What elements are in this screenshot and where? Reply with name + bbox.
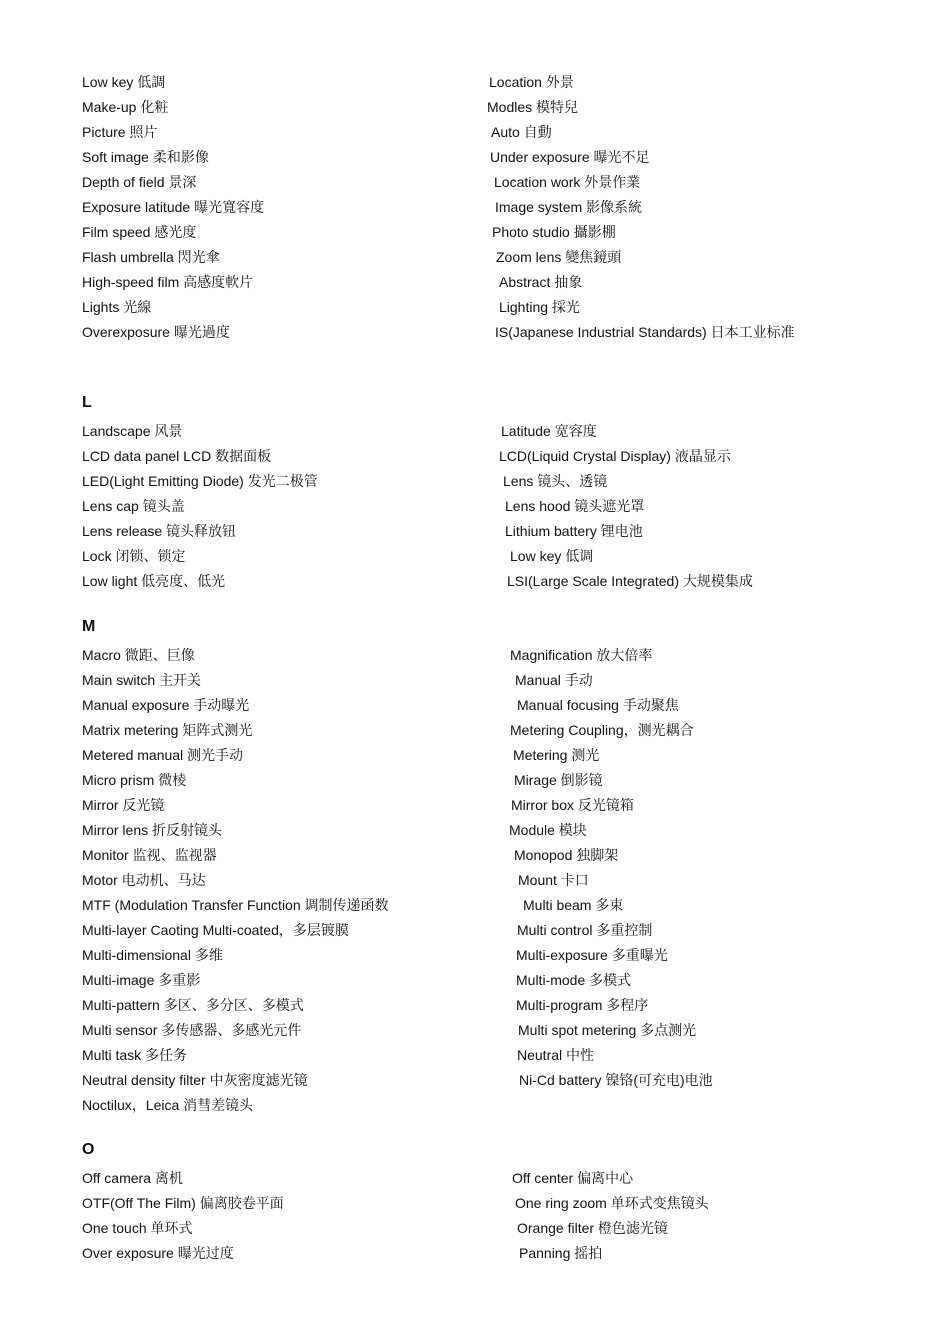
glossary-term-right: Multi-mode 多模式 bbox=[516, 972, 632, 988]
glossary-term-left: Overexposure 曝光過度 bbox=[82, 324, 230, 340]
glossary-row bbox=[0, 444, 950, 468]
section-heading: M bbox=[82, 618, 96, 635]
glossary-row bbox=[0, 968, 950, 992]
glossary-row bbox=[0, 1241, 950, 1265]
glossary-term-right: Manual 手动 bbox=[515, 672, 593, 688]
glossary-term-right: Ni-Cd battery 镍铬(可充电)电池 bbox=[519, 1072, 713, 1088]
glossary-row bbox=[0, 245, 950, 269]
glossary-term-left: One touch 单环式 bbox=[82, 1220, 193, 1236]
glossary-term-right: Lens hood 镜头遮光罩 bbox=[505, 498, 645, 514]
section-heading: L bbox=[82, 394, 92, 411]
glossary-term-left: Multi-dimensional 多维 bbox=[82, 947, 223, 963]
glossary-row bbox=[0, 1216, 950, 1240]
glossary-term-right: Lens 镜头、透镜 bbox=[503, 473, 608, 489]
glossary-term-left: Landscape 风景 bbox=[82, 423, 183, 439]
glossary-row bbox=[0, 145, 950, 169]
glossary-term-right: Monopod 独脚架 bbox=[514, 847, 619, 863]
glossary-term-left: Film speed 感光度 bbox=[82, 224, 197, 240]
glossary-row bbox=[0, 793, 950, 817]
glossary-row bbox=[0, 469, 950, 493]
glossary-term-left: Micro prism 微棱 bbox=[82, 772, 187, 788]
glossary-term-right: One ring zoom 单环式变焦镜头 bbox=[515, 1195, 709, 1211]
glossary-row bbox=[0, 693, 950, 717]
glossary-term-left: Macro 微距、巨像 bbox=[82, 647, 195, 663]
glossary-term-left: Matrix metering 矩阵式测光 bbox=[82, 722, 253, 738]
glossary-row bbox=[0, 1166, 950, 1190]
glossary-row bbox=[0, 544, 950, 568]
glossary-term-left: Over exposure 曝光过度 bbox=[82, 1245, 234, 1261]
glossary-term-right: Image system 影像系統 bbox=[495, 199, 643, 215]
glossary-term-left: Lens release 镜头释放钮 bbox=[82, 523, 237, 539]
glossary-row bbox=[0, 1093, 950, 1117]
glossary-row bbox=[0, 918, 950, 942]
glossary-term-right: Under exposure 曝光不足 bbox=[490, 149, 650, 165]
glossary-row bbox=[0, 668, 950, 692]
glossary-term-right: IS(Japanese Industrial Standards) 日本工业标准 bbox=[495, 324, 795, 340]
glossary-row bbox=[0, 943, 950, 967]
glossary-term-right: Zoom lens 變焦鏡頭 bbox=[496, 249, 622, 265]
glossary-term-right: Lighting 採光 bbox=[499, 299, 580, 315]
glossary-row bbox=[0, 643, 950, 667]
glossary-term-right: Mount 卡口 bbox=[518, 872, 589, 888]
glossary-term-left: Neutral density filter 中灰密度滤光镜 bbox=[82, 1072, 308, 1088]
glossary-row bbox=[0, 743, 950, 767]
glossary-term-left: Mirror 反光镜 bbox=[82, 797, 165, 813]
glossary-term-left: Metered manual 测光手动 bbox=[82, 747, 244, 763]
glossary-row bbox=[0, 320, 950, 344]
glossary-term-right: Orange filter 橙色滤光镜 bbox=[517, 1220, 668, 1236]
glossary-term-right: Magnification 放大倍率 bbox=[510, 647, 653, 663]
glossary-term-right: Metering 测光 bbox=[513, 747, 600, 763]
glossary-term-left: Lights 光線 bbox=[82, 299, 152, 315]
glossary-term-left: High-speed film 高感度軟片 bbox=[82, 274, 254, 290]
glossary-row bbox=[0, 120, 950, 144]
glossary-term-right: LSI(Large Scale Integrated) 大规模集成 bbox=[507, 573, 753, 589]
glossary-row bbox=[0, 1018, 950, 1042]
glossary-term-right: Manual focusing 手动聚焦 bbox=[517, 697, 679, 713]
glossary-row bbox=[0, 1068, 950, 1092]
glossary-term-right: Neutral 中性 bbox=[517, 1047, 595, 1063]
glossary-term-left: MTF (Modulation Transfer Function 调制传递函数 bbox=[82, 897, 389, 913]
glossary-term-left: Picture 照片 bbox=[82, 124, 158, 140]
glossary-row bbox=[0, 519, 950, 543]
glossary-term-left: Manual exposure 手动曝光 bbox=[82, 697, 250, 713]
glossary-term-right: Lithium battery 锂电池 bbox=[505, 523, 643, 539]
glossary-row bbox=[0, 993, 950, 1017]
glossary-row bbox=[0, 295, 950, 319]
glossary-term-left: Multi-pattern 多区、多分区、多模式 bbox=[82, 997, 304, 1013]
glossary-term-left: Main switch 主开关 bbox=[82, 672, 202, 688]
glossary-row bbox=[0, 95, 950, 119]
glossary-term-right: Multi-program 多程序 bbox=[516, 997, 649, 1013]
glossary-term-right: Multi beam 多束 bbox=[523, 897, 624, 913]
glossary-term-left: LED(Light Emitting Diode) 发光二极管 bbox=[82, 473, 318, 489]
glossary-term-left: Multi task 多任务 bbox=[82, 1047, 188, 1063]
glossary-row bbox=[0, 195, 950, 219]
glossary-row bbox=[0, 170, 950, 194]
glossary-term-right: Multi control 多重控制 bbox=[517, 922, 653, 938]
glossary-row bbox=[0, 494, 950, 518]
glossary-term-right: Modles 模特兒 bbox=[487, 99, 579, 115]
glossary-term-left: Noctilux，Leica 消彗差镜头 bbox=[82, 1097, 254, 1113]
glossary-term-right: LCD(Liquid Crystal Display) 液晶显示 bbox=[499, 448, 731, 464]
glossary-term-right: Photo studio 攝影棚 bbox=[492, 224, 616, 240]
glossary-term-left: Depth of field 景深 bbox=[82, 174, 197, 190]
glossary-term-right: Module 模块 bbox=[509, 822, 587, 838]
glossary-term-left: Motor 电动机、马达 bbox=[82, 872, 206, 888]
glossary-term-right: Low key 低调 bbox=[510, 548, 594, 564]
glossary-term-left: Off camera 离机 bbox=[82, 1170, 183, 1186]
glossary-term-left: Soft image 柔和影像 bbox=[82, 149, 209, 165]
glossary-row bbox=[0, 569, 950, 593]
glossary-row bbox=[0, 818, 950, 842]
glossary-term-right: Mirror box 反光镜箱 bbox=[511, 797, 634, 813]
glossary-term-right: Metering Coupling，测光耦合 bbox=[510, 722, 694, 738]
glossary-term-left: Multi-image 多重影 bbox=[82, 972, 201, 988]
glossary-term-left: Make-up 化粧 bbox=[82, 99, 169, 115]
glossary-term-left: OTF(Off The Film) 偏离胶卷平面 bbox=[82, 1195, 284, 1211]
glossary-term-left: Monitor 监视、监视器 bbox=[82, 847, 217, 863]
glossary-row bbox=[0, 868, 950, 892]
glossary-term-right: Multi spot metering 多点测光 bbox=[518, 1022, 697, 1038]
glossary-term-left: Lock 闭锁、锁定 bbox=[82, 548, 186, 564]
glossary-term-left: Flash umbrella 閃光傘 bbox=[82, 249, 220, 265]
glossary-term-left: LCD data panel LCD 数据面板 bbox=[82, 448, 272, 464]
glossary-term-right: Multi-exposure 多重曝光 bbox=[516, 947, 668, 963]
glossary-row bbox=[0, 718, 950, 742]
glossary-term-left: Lens cap 镜头盖 bbox=[82, 498, 185, 514]
glossary-term-right: Panning 摇拍 bbox=[519, 1245, 603, 1261]
glossary-term-left: Low light 低亮度、低光 bbox=[82, 573, 226, 589]
glossary-row bbox=[0, 1043, 950, 1067]
glossary-row bbox=[0, 1191, 950, 1215]
glossary-term-left: Exposure latitude 曝光寬容度 bbox=[82, 199, 265, 215]
glossary-row bbox=[0, 419, 950, 443]
glossary-row bbox=[0, 893, 950, 917]
glossary-row bbox=[0, 768, 950, 792]
section-heading: O bbox=[82, 1141, 95, 1158]
glossary-row bbox=[0, 270, 950, 294]
glossary-term-left: Multi-layer Caoting Multi-coated，多层镀膜 bbox=[82, 922, 349, 938]
glossary-term-right: Auto 自動 bbox=[491, 124, 552, 140]
glossary-term-right: Mirage 倒影镜 bbox=[514, 772, 603, 788]
glossary-term-right: Location work 外景作業 bbox=[494, 174, 641, 190]
glossary-term-right: Location 外景 bbox=[489, 74, 574, 90]
glossary-term-left: Multi sensor 多传感器、多感光元件 bbox=[82, 1022, 302, 1038]
glossary-term-right: Off center 偏离中心 bbox=[512, 1170, 634, 1186]
glossary-term-right: Latitude 宽容度 bbox=[501, 423, 597, 439]
glossary-term-left: Low key 低調 bbox=[82, 74, 166, 90]
glossary-term-left: Mirror lens 折反射镜头 bbox=[82, 822, 223, 838]
glossary-row bbox=[0, 220, 950, 244]
glossary-term-right: Abstract 抽象 bbox=[499, 274, 583, 290]
glossary-row bbox=[0, 843, 950, 867]
glossary-row bbox=[0, 70, 950, 94]
